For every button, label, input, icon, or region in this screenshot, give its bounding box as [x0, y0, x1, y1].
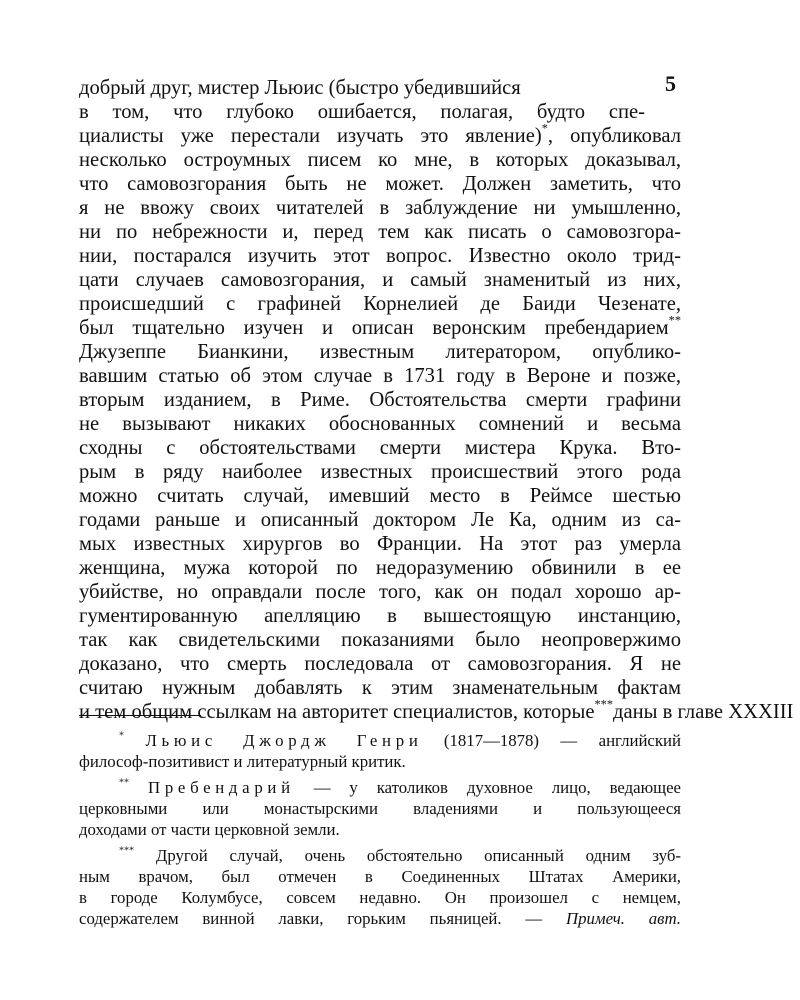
text-line-7: ни по небрежности и, перед тем как писать о самовозгора-	[79, 221, 681, 243]
page-number: 5	[665, 71, 676, 96]
text-line-1: добрый друг, мистер Льюис (быстро убедившийся	[79, 77, 521, 99]
text-line-19: годами раньше и описанный доктором Ле Ка, одним из са-	[79, 509, 681, 531]
text-line-22: убийстве, но оправдали после того, как он подал хорошо ар-	[79, 581, 681, 603]
text-line-26: считаю нужным добавлять к этим знаменательным фактам	[79, 677, 681, 699]
text-line-23: гументированную апелляцию в вышестоящую инстанцию,	[79, 605, 681, 627]
text-line-27-part-1: и тем общим ссылкам на авторитет специалистов, которые	[79, 701, 595, 723]
text-line-3-part-2: , опубликовал	[547, 125, 681, 147]
footnote-3-line-1	[79, 845, 681, 866]
text-line-27	[79, 697, 794, 724]
footnote-divider	[79, 715, 201, 716]
text-line-16: сходны с обстоятельствами смерти мистера Крука. Вто-	[79, 437, 681, 459]
text-line-2: в том, что глубоко ошибается, полагая, будто спе-	[79, 101, 645, 123]
text-line-13: вавшим статью об этом случае в 1731 году в Вероне и позже,	[79, 365, 681, 387]
text-line-5: что самовозгорания быть не может. Должен заметить, что	[79, 173, 681, 195]
footnote-2-line-2: церковными или монастырскими владениями и пользующееся	[79, 799, 681, 818]
text-line-10: происшедший с графиней Корнелией де Баиди Чезенате,	[79, 293, 681, 315]
footnote-2-line-1	[79, 777, 681, 798]
footnote-1-line-2: философ-позитивист и литературный критик.	[79, 752, 406, 771]
footnote-mark-1: *	[119, 730, 125, 742]
footnote-2-term: Пребендарий	[148, 778, 295, 797]
footnote-3-line-3: в городе Колумбусе, совсем недавно. Он произошел с немцем,	[79, 888, 681, 907]
text-line-24: так как свидетельскими показаниями было неопровержимо	[79, 629, 681, 651]
text-line-12: Джузеппе Бианкини, известным литератором, опублико-	[79, 341, 681, 363]
footnote-ref-2: **	[668, 313, 681, 328]
footnote-3-text-4: содержателем винной лавки, горьким пьяницей. —	[79, 909, 566, 928]
footnote-ref-1: *	[541, 121, 548, 136]
footnote-1-name: Льюис Джордж Генри	[145, 731, 423, 750]
footnote-3-line-2: ным врачом, был отмечен в Соединенных Штатах Америки,	[79, 867, 681, 886]
text-line-25: доказано, что смерть последовала от самовозгорания. Я не	[79, 653, 681, 675]
text-line-14: вторым изданием, в Риме. Обстоятельства смерти графини	[79, 389, 681, 411]
footnote-3-line-4	[79, 908, 681, 929]
text-line-17: рым в ряду наиболее известных происшествий этого рода	[79, 461, 681, 483]
footnote-mark-3: ***	[119, 845, 135, 857]
text-line-27-part-2: даны в главе XXXIII	[613, 701, 794, 723]
text-line-8: нии, постарался изучить этот вопрос. Известно около трид-	[79, 245, 681, 267]
footnote-1-line-1	[79, 730, 681, 751]
footnote-3-text-1: Другой случай, очень обстоятельно описанный одним зуб-	[134, 846, 681, 865]
text-line-21: женщина, мужа которой по недоразумению обвинили в ее	[79, 557, 681, 579]
footnote-2-text: — у католиков духовное лицо, ведающее	[294, 778, 681, 797]
footnote-2-line-3: доходами от части церковной земли.	[79, 820, 340, 839]
text-line-3	[79, 121, 681, 148]
text-line-11	[79, 313, 681, 340]
text-line-9: цати случаев самовозгорания, и самый знаменитый из них,	[79, 269, 681, 291]
text-line-15: не вызывают никаких обоснованных сомнений и весьма	[79, 413, 681, 435]
text-line-20: мых известных хирургов во Франции. На этот раз умерла	[79, 533, 681, 555]
footnote-3-author-note: Примеч. авт.	[565, 909, 681, 928]
footnote-ref-3: ***	[594, 697, 614, 712]
text-line-11-text: был тщательно изучен и описан веронским пребендарием	[79, 317, 669, 339]
footnote-1-text: (1817—1878) — английский	[422, 731, 681, 750]
text-line-18: можно считать случай, имевший место в Реймсе шестью	[79, 485, 681, 507]
text-line-4: несколько остроумных писем ко мне, в которых доказывал,	[79, 149, 681, 171]
footnote-mark-2: **	[119, 777, 130, 789]
text-line-6: я не ввожу своих читателей в заблуждение ни умышленно,	[79, 197, 681, 219]
text-line-3-part-1: циалисты уже перестали изучать это явление)	[79, 125, 542, 147]
